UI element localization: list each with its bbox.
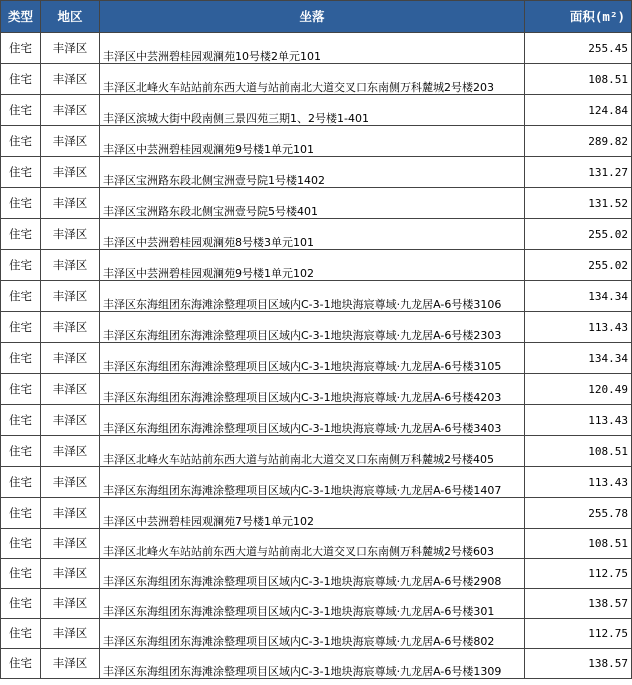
row-type: 住宅 — [1, 559, 41, 589]
row-type: 住宅 — [1, 64, 41, 95]
table-row — [1, 126, 632, 157]
location-text: 丰泽区中芸洲碧桂园观澜苑9号楼1单元101 — [103, 143, 314, 156]
row-district: 丰泽区 — [41, 219, 100, 250]
row-location — [100, 188, 525, 219]
row-district: 丰泽区 — [41, 188, 100, 219]
table-row — [1, 64, 632, 95]
row-area: 134.34 — [525, 343, 632, 374]
row-type: 住宅 — [1, 529, 41, 559]
row-district: 丰泽区 — [41, 374, 100, 405]
row-location — [100, 529, 525, 559]
location-text: 丰泽区东海组团东海滩涂整理项目区域内C-3-1地块海宸尊域·九龙居A-6号楼1407 — [103, 484, 502, 497]
header-area: 面积(m²) — [525, 1, 632, 33]
table-row — [1, 374, 632, 405]
table-header — [1, 1, 632, 33]
location-text: 丰泽区东海组团东海滩涂整理项目区域内C-3-1地块海宸尊域·九龙居A-6号楼2908 — [103, 575, 502, 588]
row-area: 255.78 — [525, 498, 632, 529]
header-type: 类型 — [1, 1, 41, 33]
location-text: 丰泽区滨城大街中段南侧三景四苑三期1、2号楼1-401 — [103, 112, 369, 125]
row-district: 丰泽区 — [41, 126, 100, 157]
location-text: 丰泽区东海组团东海滩涂整理项目区域内C-3-1地块海宸尊域·九龙居A-6号楼301 — [103, 605, 495, 618]
row-district: 丰泽区 — [41, 250, 100, 281]
table-row — [1, 649, 632, 679]
row-district: 丰泽区 — [41, 157, 100, 188]
row-location — [100, 95, 525, 126]
row-type: 住宅 — [1, 436, 41, 467]
row-location — [100, 250, 525, 281]
row-district: 丰泽区 — [41, 619, 100, 649]
row-type: 住宅 — [1, 188, 41, 219]
row-district: 丰泽区 — [41, 589, 100, 619]
table-row — [1, 498, 632, 529]
table-body — [1, 33, 632, 679]
row-location — [100, 589, 525, 619]
location-text: 丰泽区东海组团东海滩涂整理项目区域内C-3-1地块海宸尊域·九龙居A-6号楼3106 — [103, 298, 502, 311]
row-district: 丰泽区 — [41, 498, 100, 529]
location-text: 丰泽区北峰火车站站前东西大道与站前南北大道交叉口东南侧万科麓城2号楼203 — [103, 81, 494, 94]
table-row — [1, 619, 632, 649]
table-row — [1, 33, 632, 64]
location-text: 丰泽区东海组团东海滩涂整理项目区域内C-3-1地块海宸尊域·九龙居A-6号楼2303 — [103, 329, 502, 342]
row-type: 住宅 — [1, 649, 41, 679]
row-location — [100, 559, 525, 589]
row-area: 112.75 — [525, 619, 632, 649]
row-area: 113.43 — [525, 312, 632, 343]
location-text: 丰泽区中芸洲碧桂园观澜苑7号楼1单元102 — [103, 515, 314, 528]
location-text: 丰泽区东海组团东海滩涂整理项目区域内C-3-1地块海宸尊域·九龙居A-6号楼3105 — [103, 360, 502, 373]
row-type: 住宅 — [1, 33, 41, 64]
row-district: 丰泽区 — [41, 467, 100, 498]
table-row — [1, 405, 632, 436]
header-row — [1, 1, 632, 33]
row-type: 住宅 — [1, 95, 41, 126]
row-area: 108.51 — [525, 64, 632, 95]
table-row — [1, 529, 632, 559]
table-row — [1, 250, 632, 281]
row-location — [100, 312, 525, 343]
location-text: 丰泽区宝洲路东段北侧宝洲壹号院5号楼401 — [103, 205, 318, 218]
row-location — [100, 126, 525, 157]
row-location — [100, 33, 525, 64]
header-location: 坐落 — [100, 1, 525, 33]
row-type: 住宅 — [1, 157, 41, 188]
row-type: 住宅 — [1, 374, 41, 405]
row-area: 112.75 — [525, 559, 632, 589]
row-type: 住宅 — [1, 343, 41, 374]
row-location — [100, 343, 525, 374]
row-district: 丰泽区 — [41, 281, 100, 312]
table-row — [1, 188, 632, 219]
row-area: 131.27 — [525, 157, 632, 188]
row-location — [100, 219, 525, 250]
table-row — [1, 95, 632, 126]
row-location — [100, 436, 525, 467]
location-text: 丰泽区东海组团东海滩涂整理项目区域内C-3-1地块海宸尊域·九龙居A-6号楼4203 — [103, 391, 502, 404]
row-district: 丰泽区 — [41, 33, 100, 64]
row-type: 住宅 — [1, 126, 41, 157]
row-area: 131.52 — [525, 188, 632, 219]
row-type: 住宅 — [1, 498, 41, 529]
row-area: 134.34 — [525, 281, 632, 312]
row-type: 住宅 — [1, 619, 41, 649]
row-type: 住宅 — [1, 281, 41, 312]
row-location — [100, 157, 525, 188]
row-area: 124.84 — [525, 95, 632, 126]
row-area: 255.02 — [525, 219, 632, 250]
location-text: 丰泽区宝洲路东段北侧宝洲壹号院1号楼1402 — [103, 174, 325, 187]
header-district: 地区 — [41, 1, 100, 33]
location-text: 丰泽区东海组团东海滩涂整理项目区域内C-3-1地块海宸尊域·九龙居A-6号楼802 — [103, 635, 495, 648]
table-row — [1, 312, 632, 343]
row-area: 108.51 — [525, 436, 632, 467]
row-district: 丰泽区 — [41, 649, 100, 679]
row-district: 丰泽区 — [41, 343, 100, 374]
row-location — [100, 405, 525, 436]
location-text: 丰泽区北峰火车站站前东西大道与站前南北大道交叉口东南侧万科麓城2号楼603 — [103, 545, 494, 558]
row-type: 住宅 — [1, 250, 41, 281]
table-row — [1, 559, 632, 589]
row-location — [100, 467, 525, 498]
table-row — [1, 436, 632, 467]
row-area: 108.51 — [525, 529, 632, 559]
row-type: 住宅 — [1, 467, 41, 498]
location-text: 丰泽区东海组团东海滩涂整理项目区域内C-3-1地块海宸尊域·九龙居A-6号楼1309 — [103, 665, 502, 678]
row-area: 113.43 — [525, 467, 632, 498]
table-row — [1, 219, 632, 250]
table-row — [1, 589, 632, 619]
row-type: 住宅 — [1, 589, 41, 619]
row-area: 255.45 — [525, 33, 632, 64]
row-type: 住宅 — [1, 312, 41, 343]
row-type: 住宅 — [1, 405, 41, 436]
row-district: 丰泽区 — [41, 405, 100, 436]
row-district: 丰泽区 — [41, 529, 100, 559]
row-district: 丰泽区 — [41, 64, 100, 95]
row-location — [100, 281, 525, 312]
row-location — [100, 649, 525, 679]
location-text: 丰泽区北峰火车站站前东西大道与站前南北大道交叉口东南侧万科麓城2号楼405 — [103, 453, 494, 466]
row-area: 138.57 — [525, 589, 632, 619]
row-district: 丰泽区 — [41, 559, 100, 589]
row-location — [100, 498, 525, 529]
row-district: 丰泽区 — [41, 436, 100, 467]
table-row — [1, 157, 632, 188]
location-text: 丰泽区中芸洲碧桂园观澜苑9号楼1单元102 — [103, 267, 314, 280]
row-area: 255.02 — [525, 250, 632, 281]
row-area: 138.57 — [525, 649, 632, 679]
row-type: 住宅 — [1, 219, 41, 250]
location-text: 丰泽区中芸洲碧桂园观澜苑8号楼3单元101 — [103, 236, 314, 249]
row-district: 丰泽区 — [41, 95, 100, 126]
table-row — [1, 281, 632, 312]
row-district: 丰泽区 — [41, 312, 100, 343]
row-location — [100, 64, 525, 95]
row-location — [100, 374, 525, 405]
row-location — [100, 619, 525, 649]
location-text: 丰泽区中芸洲碧桂园观澜苑10号楼2单元101 — [103, 50, 321, 63]
location-text: 丰泽区东海组团东海滩涂整理项目区域内C-3-1地块海宸尊域·九龙居A-6号楼3403 — [103, 422, 502, 435]
row-area: 289.82 — [525, 126, 632, 157]
row-area: 120.49 — [525, 374, 632, 405]
table-row — [1, 467, 632, 498]
row-area: 113.43 — [525, 405, 632, 436]
table-row — [1, 343, 632, 374]
